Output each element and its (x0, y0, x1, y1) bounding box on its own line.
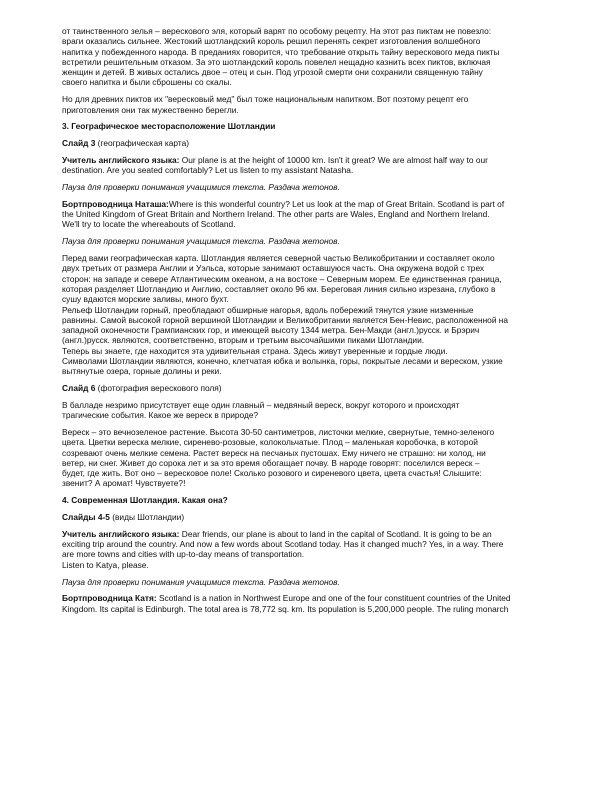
teacher-speech-2 (62, 529, 570, 570)
text-line: Where is this wonderful country? Let us look at the map of Great Britain. Scotland is part of (168, 198, 505, 209)
slide-label: Слайды 4-5 (62, 512, 110, 523)
paragraph-geography (62, 253, 570, 377)
text-line: встретили решительным отказом. За это шотландский король повелел нещадно казнить всех пиктов, включая (62, 56, 491, 67)
slide-description: (географическая карта) (95, 138, 189, 149)
slide-6-caption (62, 383, 570, 393)
text-line: женщин и детей. В живых остались двое – отец и сын. Под угрозой смерти они сохранили священную тайну (62, 67, 483, 78)
paragraph-picts-legend (62, 26, 570, 88)
teacher-speech-1 (62, 155, 570, 176)
slide-label: Слайд 3 (62, 138, 96, 149)
text-line: враги оказались сильнее. Жестокий шотландский король решил перенять секрет изготовления волшебного (62, 36, 481, 47)
text-line: которая разделяет Шотландию и Англию, составляет около 96 км. Береговая линия сильно изрезана, глубоко в (62, 283, 496, 294)
speaker-name: Бортпроводница Катя: (62, 593, 157, 604)
speaker-name: Учитель английского языка: (62, 528, 180, 539)
text-line: будет, где жить. Вот оно – вересковое поле! Сколько розового и сиреневого цвета, цвета счастья! Слышите: (62, 468, 482, 479)
speaker-name: Бортпроводница Наташа: (62, 198, 169, 209)
pause-note-3: Пауза для проверки понимания учащимися текста. Раздача жетонов. (62, 576, 340, 587)
text-line: равнины. Самой высокой горной вершиной Шотландии и Великобритании является Бен-Невис, расположенной на (62, 314, 509, 325)
text-line: цвета. Цветки вереска мелкие, сиренево-розовые, колокольчатые. Плод – маленькая коробочка, в которой (62, 437, 478, 448)
text-line: (англ.)русск. являются, соответственно, вторым и третьим высочайшими пиками Шотландии. (62, 335, 425, 346)
speaker-name: Учитель английского языка: (62, 154, 180, 165)
text-line: звенит? А аромат! Чувствуете?! (62, 478, 186, 489)
text-line: the United Kingdom of Great Britain and Northern Ireland. The other parts are Wales, England and Northern Ireland. (62, 209, 490, 220)
paragraph-heather (62, 427, 570, 489)
text-line: Scotland is a nation in Northwest Europe and one of the four constituent countries of the United (156, 593, 511, 604)
text-line: Рельеф Шотландии горный, преобладают обширные нагорья, вдоль побережий тянутся узкие низменные (62, 304, 474, 315)
slide-description: (фотография верескового поля) (95, 383, 222, 394)
slide-description: (виды Шотландии) (109, 512, 185, 523)
natasha-speech (62, 199, 570, 230)
text-line: Listen to Katya, please. (62, 559, 149, 570)
text-line: вытянутые озера, горные долины и реки. (62, 366, 222, 377)
text-line: западной оконечности Грампианских гор, и имеющей высоту 1344 метра. Бен-Макди (англ.)русск. и Брэрич (62, 325, 480, 336)
text-line: от таинственного зелья – верескового эля, который варят по особому рецепту. На этот раз пиктам не повезло: (62, 26, 492, 36)
text-line: Перед вами географическая карта. Шотландия является северной частью Великобритании и составляет около (62, 253, 495, 264)
text-line: Dear friends, our plane is about to land in the capital of Scotland. It is going to be an (179, 528, 492, 539)
text-line: We'll try to locate the whereabouts of Scotland. (62, 219, 236, 230)
slides-4-5-caption (62, 512, 570, 522)
text-line: are more towns and cities with up-to-day means of transportation. (62, 549, 305, 560)
text-line: Our plane is at the height of 10000 km. Isn't it great? We are almost half way to our (179, 154, 488, 165)
text-line: destination. Are you seated comfortably? Let us listen to my assistant Natasha. (62, 165, 354, 176)
pause-note-1: Пауза для проверки понимания учащимися текста. Раздача жетонов. (62, 182, 340, 193)
text-line: Теперь вы знаете, где находится эта удивительная страна. Здесь живут уверенные и гордые люди. (62, 345, 448, 356)
text-line: exciting trip around the country. And now a few words about Scotland today. Has it changed much? Yes, in a way. There (62, 539, 504, 550)
text-line: двух третьих от размера Англии и Уэльса, которые занимают оставшуюся часть. Она окружена водой с трех (62, 263, 485, 274)
paragraph-national-drink (62, 94, 570, 115)
katya-speech (62, 593, 570, 614)
paragraph-ballad (62, 400, 570, 421)
text-line: Kingdom. Its capital is Edinburgh. The total area is 78,772 sq. km. Its population is 5,200,000 people. The ruling monarch (62, 603, 509, 614)
text-line: Но для древних пиктов их "вересковый мед" был тоже национальным напитком. Вот поэтому рецепт его (62, 94, 469, 105)
text-line: своего напитка и были сброшены со скалы. (62, 77, 232, 88)
slide-label: Слайд 6 (62, 383, 96, 394)
section-heading-modern-scotland: 4. Современная Шотландия. Какая она? (62, 495, 228, 506)
text-line: сторон: на западе и севере Атлантическим океаном, а на востоке – Северным морем. Ее единственная граница, (62, 273, 502, 284)
section-heading-geography: 3. Географическое месторасположение Шотландии (62, 121, 276, 132)
slide-3-caption (62, 138, 570, 148)
pause-note-2: Пауза для проверки понимания учащимися текста. Раздача жетонов. (62, 236, 340, 247)
text-line: В балладе незримо присутствует еще один главный – медвяный вереск, вокруг которого и происходят (62, 399, 460, 410)
text-line: напитка у побежденного народа. В преданиях говорится, что требование открыть тайну верескового меда пикты (62, 46, 500, 57)
text-line: Вереск – это вечнозеленое растение. Высота 30-50 сантиметров, листочки мелкие, свернутые, темно-зеленого (62, 427, 495, 437)
text-line: созревают очень мелкие семена. Растет вереск на песчаных пустошах. Ему ничего не страшно: ни холод, ни (62, 447, 486, 458)
text-line: приготовления они так мужественно берегли. (62, 104, 239, 115)
text-line: Символами Шотландии являются, конечно, клетчатая юбка и волынка, горы, покрытые лесами и вереском, узкие (62, 356, 503, 367)
text-line: ветер, ни снег. Живет до сорока лет и за это время обогащает почву. В народе говорят: поселился вереск – (62, 457, 480, 468)
text-line: трагические события. Какое же вереск в природе? (62, 410, 259, 421)
text-line: сушу вдаются морские заливы, много бухт. (62, 294, 229, 305)
